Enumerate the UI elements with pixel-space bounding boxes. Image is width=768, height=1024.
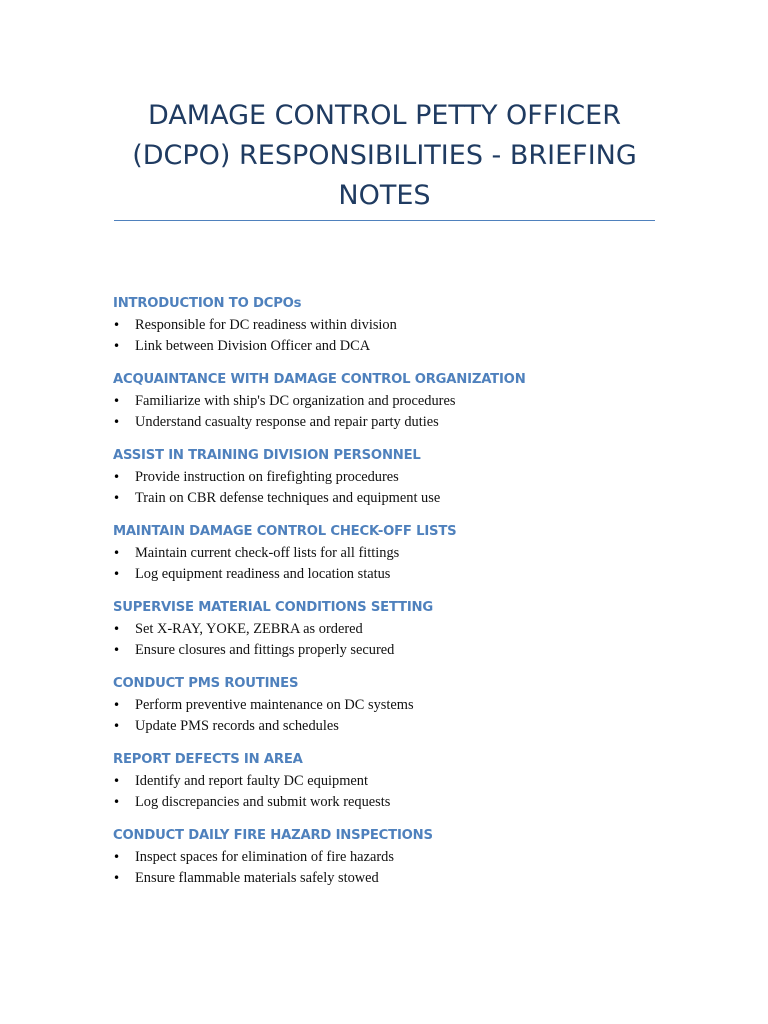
bullet-list <box>113 391 673 433</box>
list-item <box>113 619 673 640</box>
section-check-off-lists <box>113 521 673 585</box>
bullet-icon: • <box>113 698 121 712</box>
list-item <box>113 488 673 509</box>
section-heading: CONDUCT DAILY FIRE HAZARD INSPECTIONS <box>113 828 433 843</box>
bullet-list <box>113 315 673 357</box>
list-item <box>113 695 673 716</box>
section-heading: REPORT DEFECTS IN AREA <box>113 752 303 767</box>
list-item-text: Update PMS records and schedules <box>135 718 339 734</box>
section-introduction <box>113 293 673 357</box>
list-item-text: Ensure closures and fittings properly secured <box>135 642 395 658</box>
list-item <box>113 868 673 889</box>
bullet-icon: • <box>113 719 121 733</box>
bullet-list <box>113 543 673 585</box>
section-material-conditions <box>113 597 673 661</box>
title-underline-divider <box>114 220 655 221</box>
list-item <box>113 564 673 585</box>
list-item <box>113 467 673 488</box>
title-block <box>114 96 655 216</box>
list-item-text: Perform preventive maintenance on DC systems <box>135 697 414 713</box>
bullet-list <box>113 771 673 813</box>
bullet-icon: • <box>113 546 121 560</box>
list-item <box>113 847 673 868</box>
page-title: DAMAGE CONTROL PETTY OFFICER (DCPO) RESPONSIBILITIES - BRIEFING NOTES <box>132 100 637 211</box>
bullet-list <box>113 847 673 889</box>
section-heading: ACQUAINTANCE WITH DAMAGE CONTROL ORGANIZATION <box>113 372 526 387</box>
bullet-icon: • <box>113 871 121 885</box>
bullet-icon: • <box>113 643 121 657</box>
section-heading: CONDUCT PMS ROUTINES <box>113 676 299 691</box>
list-item <box>113 771 673 792</box>
bullet-icon: • <box>113 491 121 505</box>
bullet-icon: • <box>113 567 121 581</box>
bullet-icon: • <box>113 470 121 484</box>
section-training <box>113 445 673 509</box>
list-item <box>113 792 673 813</box>
bullet-icon: • <box>113 318 121 332</box>
bullet-icon: • <box>113 622 121 636</box>
list-item-text: Familiarize with ship's DC organization and procedures <box>135 393 456 409</box>
list-item <box>113 336 673 357</box>
bullet-icon: • <box>113 795 121 809</box>
list-item-text: Understand casualty response and repair party duties <box>135 414 439 430</box>
bullet-list <box>113 467 673 509</box>
section-pms-routines <box>113 673 673 737</box>
list-item-text: Responsible for DC readiness within division <box>135 317 397 333</box>
list-item <box>113 391 673 412</box>
section-heading: INTRODUCTION TO DCPOs <box>113 296 302 311</box>
briefing-sections <box>113 293 673 901</box>
list-item-text: Identify and report faulty DC equipment <box>135 773 368 789</box>
bullet-list <box>113 695 673 737</box>
list-item-text: Set X-RAY, YOKE, ZEBRA as ordered <box>135 621 363 637</box>
list-item-text: Train on CBR defense techniques and equipment use <box>135 490 441 506</box>
list-item <box>113 315 673 336</box>
section-fire-hazard-inspections <box>113 825 673 889</box>
list-item-text: Ensure flammable materials safely stowed <box>135 870 379 886</box>
list-item-text: Log discrepancies and submit work requests <box>135 794 391 810</box>
list-item <box>113 412 673 433</box>
section-heading: MAINTAIN DAMAGE CONTROL CHECK-OFF LISTS <box>113 524 457 539</box>
list-item-text: Log equipment readiness and location status <box>135 566 391 582</box>
section-report-defects <box>113 749 673 813</box>
bullet-icon: • <box>113 774 121 788</box>
list-item-text: Inspect spaces for elimination of fire hazards <box>135 849 394 865</box>
section-dc-organization <box>113 369 673 433</box>
section-heading: SUPERVISE MATERIAL CONDITIONS SETTING <box>113 600 434 615</box>
bullet-icon: • <box>113 415 121 429</box>
bullet-icon: • <box>113 339 121 353</box>
list-item <box>113 716 673 737</box>
section-heading: ASSIST IN TRAINING DIVISION PERSONNEL <box>113 448 421 463</box>
bullet-icon: • <box>113 394 121 408</box>
bullet-icon: • <box>113 850 121 864</box>
list-item <box>113 640 673 661</box>
list-item <box>113 543 673 564</box>
bullet-list <box>113 619 673 661</box>
list-item-text: Maintain current check-off lists for all fittings <box>135 545 400 561</box>
list-item-text: Provide instruction on firefighting procedures <box>135 469 399 485</box>
list-item-text: Link between Division Officer and DCA <box>135 338 371 354</box>
